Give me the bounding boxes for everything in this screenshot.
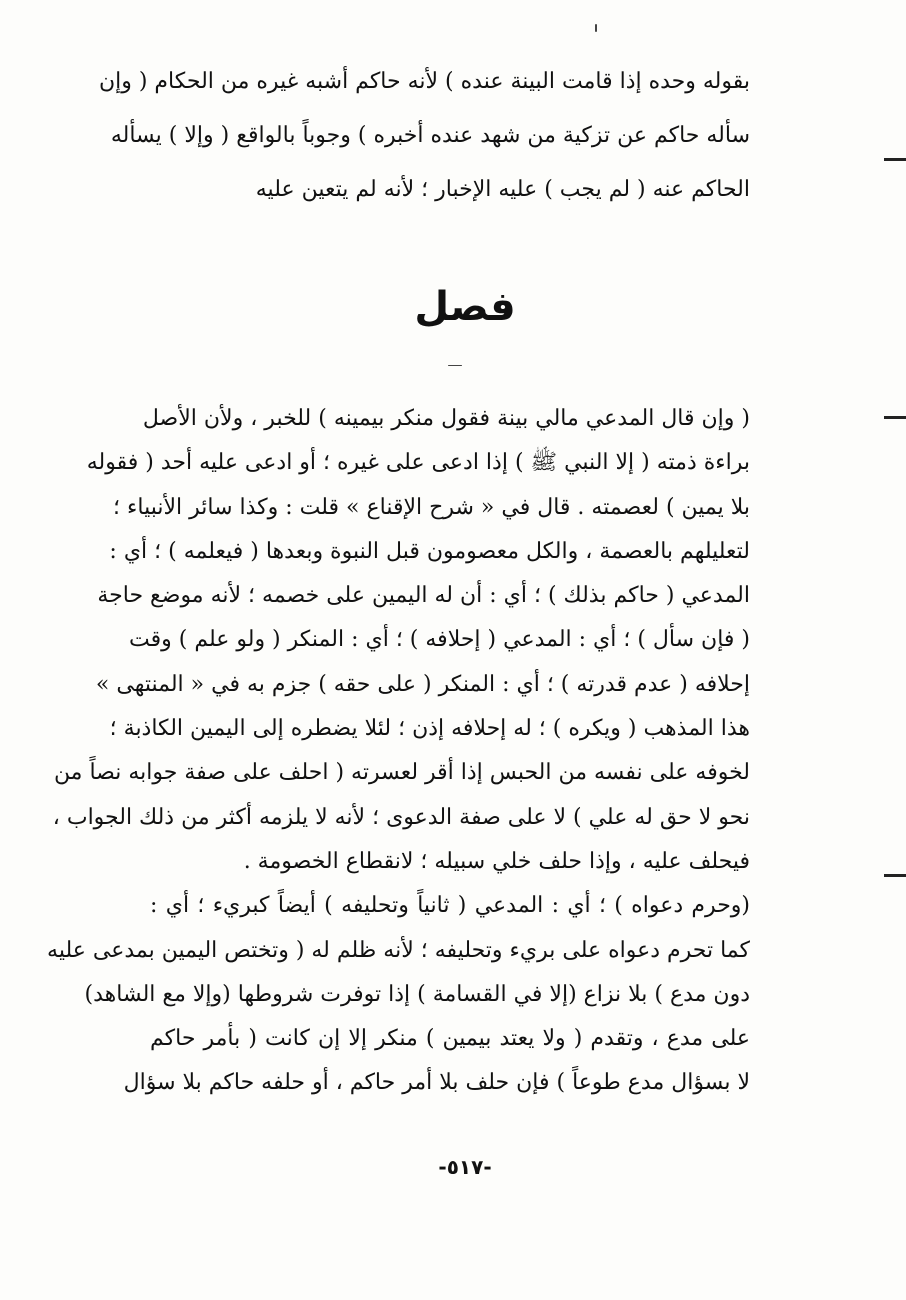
text-line: الحاكم عنه ( لم يجب ) عليه الإخبار ؛ لأنه لم يتعين عليه <box>255 177 750 202</box>
text-line: إحلافه ( عدم قدرته ) ؛ أي : المنكر ( على حقه ) جزم به في « المنتهى » <box>95 671 750 697</box>
page-number: -٥١٧- <box>438 1155 492 1179</box>
text-line: فيحلف عليه ، وإذا حلف خلي سبيله ؛ لانقطاع الخصومة . <box>243 848 750 874</box>
text-line: سأله حاكم عن تزكية من شهد عنده أخبره ) وجوباً بالواقع ( وإلا ) يسأله <box>110 123 750 148</box>
text-line: نحو لا حق له علي ) لا على صفة الدعوى ؛ لأنه لا يلزمه أكثر من ذلك الجواب ، <box>52 804 750 830</box>
text-line: المدعي ( حاكم بذلك ) ؛ أي : أن له اليمين على خصمه ؛ لأنه موضع حاجة <box>97 583 750 609</box>
margin-mark <box>884 416 906 419</box>
margin-mark <box>884 874 906 877</box>
scan-speck <box>448 365 462 366</box>
text-line: هذا المذهب ( ويكره ) ؛ له إحلافه إذن ؛ لئلا يضطره إلى اليمين الكاذبة ؛ <box>109 716 750 742</box>
body-paragraph <box>47 405 750 1114</box>
scan-speck <box>595 24 597 32</box>
text-line: براءة ذمته ( إلا النبي ﷺ ) إذا ادعى على غيره ؛ أو ادعى عليه أحد ( فقوله <box>86 450 750 476</box>
text-line: بقوله وحده إذا قامت البينة عنده ) لأنه حاكم أشبه غيره من الحكام ( وإن <box>98 69 750 94</box>
text-line: كما تحرم دعواه على بريء وتحليفه ؛ لأنه ظلم له ( وتختص اليمين بمدعى عليه <box>47 937 750 963</box>
text-line: لخوفه على نفسه من الحبس إذا أقر لعسرته ( احلف على صفة جوابه نصاً من <box>53 760 750 786</box>
text-line: على مدع ، وتقدم ( ولا يعتد بيمين ) منكر إلا إن كانت ( بأمر حاكم <box>150 1026 750 1052</box>
text-line: دون مدع ) بلا نزاع (إلا في القسامة ) إذا توفرت شروطها (وإلا مع الشاهد) <box>84 981 750 1007</box>
text-line: لتعليلهم بالعصمة ، والكل معصومون قبل النبوة وبعدها ( فيعلمه ) ؛ أي : <box>109 538 750 564</box>
text-line: (وحرم دعواه ) ؛ أي : المدعي ( ثانياً وتحليفه ) أيضاً كبريء ؛ أي : <box>150 893 750 919</box>
text-line: ( فإن سأل ) ؛ أي : المدعي ( إحلافه ) ؛ أي : المنكر ( ولو علم ) وقت <box>129 627 750 653</box>
text-line: لا بسؤال مدع طوعاً ) فإن حلف بلا أمر حاكم ، أو حلفه حاكم بلا سؤال <box>123 1070 750 1096</box>
text-line: ( وإن قال المدعي مالي بينة فقول منكر بيمينه ) للخبر ، ولأن الأصل <box>142 406 750 431</box>
margin-mark <box>884 158 906 161</box>
section-heading: فصل <box>414 284 516 330</box>
top-paragraph <box>98 68 750 230</box>
text-line: بلا يمين ) لعصمته . قال في « شرح الإقناع » قلت : وكذا سائر الأنبياء ؛ <box>113 494 750 520</box>
